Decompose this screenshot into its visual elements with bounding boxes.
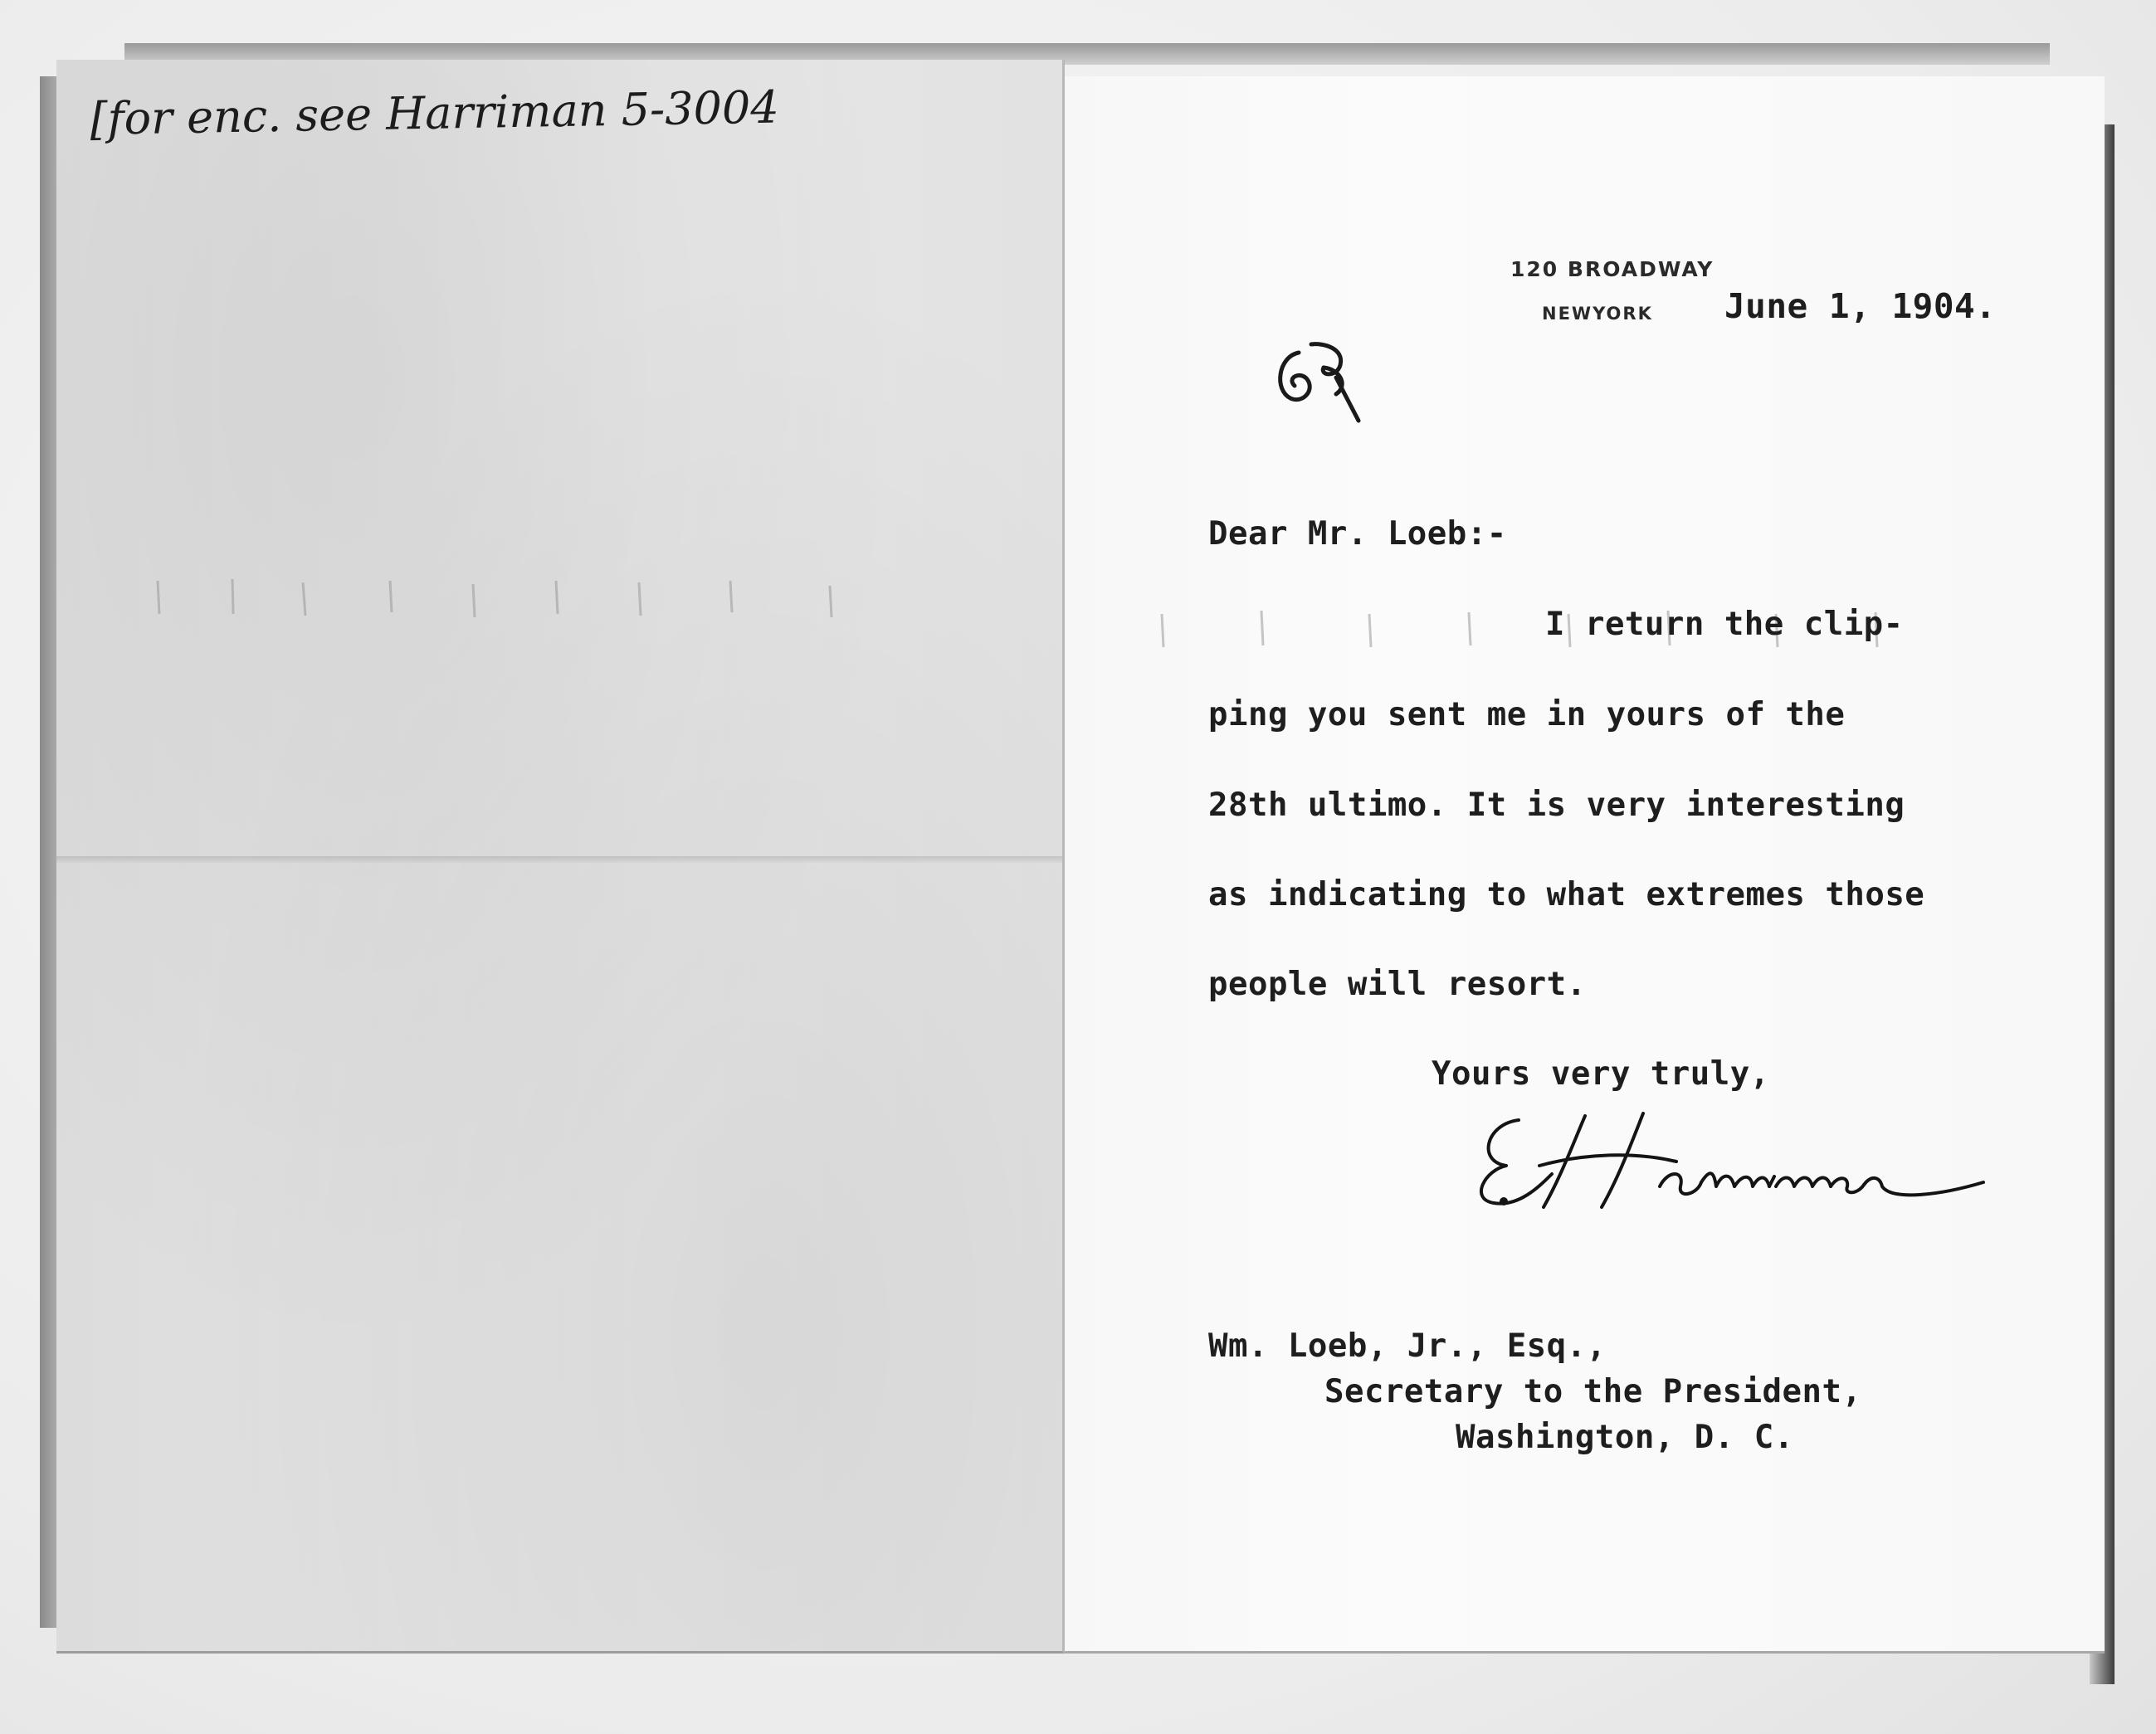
body-line: people will resort. <box>1208 966 1587 1003</box>
body-line: I return the clip- <box>1545 606 1904 643</box>
blank-left-page <box>56 60 1065 1654</box>
letter-salutation: Dear Mr. Loeb:- <box>1208 515 1507 553</box>
body-line: 28th ultimo. It is very interesting <box>1208 787 1905 824</box>
letterhead-street: 120 BROADWAY <box>1510 257 1715 281</box>
recipient-title: Secretary to the President, <box>1324 1373 1862 1410</box>
letter-closing: Yours very truly, <box>1432 1055 1770 1093</box>
recipient-name: Wm. Loeb, Jr., Esq., <box>1208 1327 1607 1365</box>
fold-crease <box>56 856 1062 863</box>
handwritten-monogram <box>1266 328 1373 436</box>
recipient-location: Washington, D. C. <box>1456 1419 1794 1456</box>
letter-date: June 1, 1904. <box>1724 286 1997 326</box>
letterhead-city: NEWYORK <box>1542 304 1653 324</box>
body-line: ping you sent me in yours of the <box>1208 696 1846 733</box>
handwritten-signature <box>1461 1103 1992 1220</box>
archival-marginal-note: [for enc. see Harriman 5-3004 <box>90 80 780 145</box>
body-line: as indicating to what extremes those <box>1208 876 1925 913</box>
